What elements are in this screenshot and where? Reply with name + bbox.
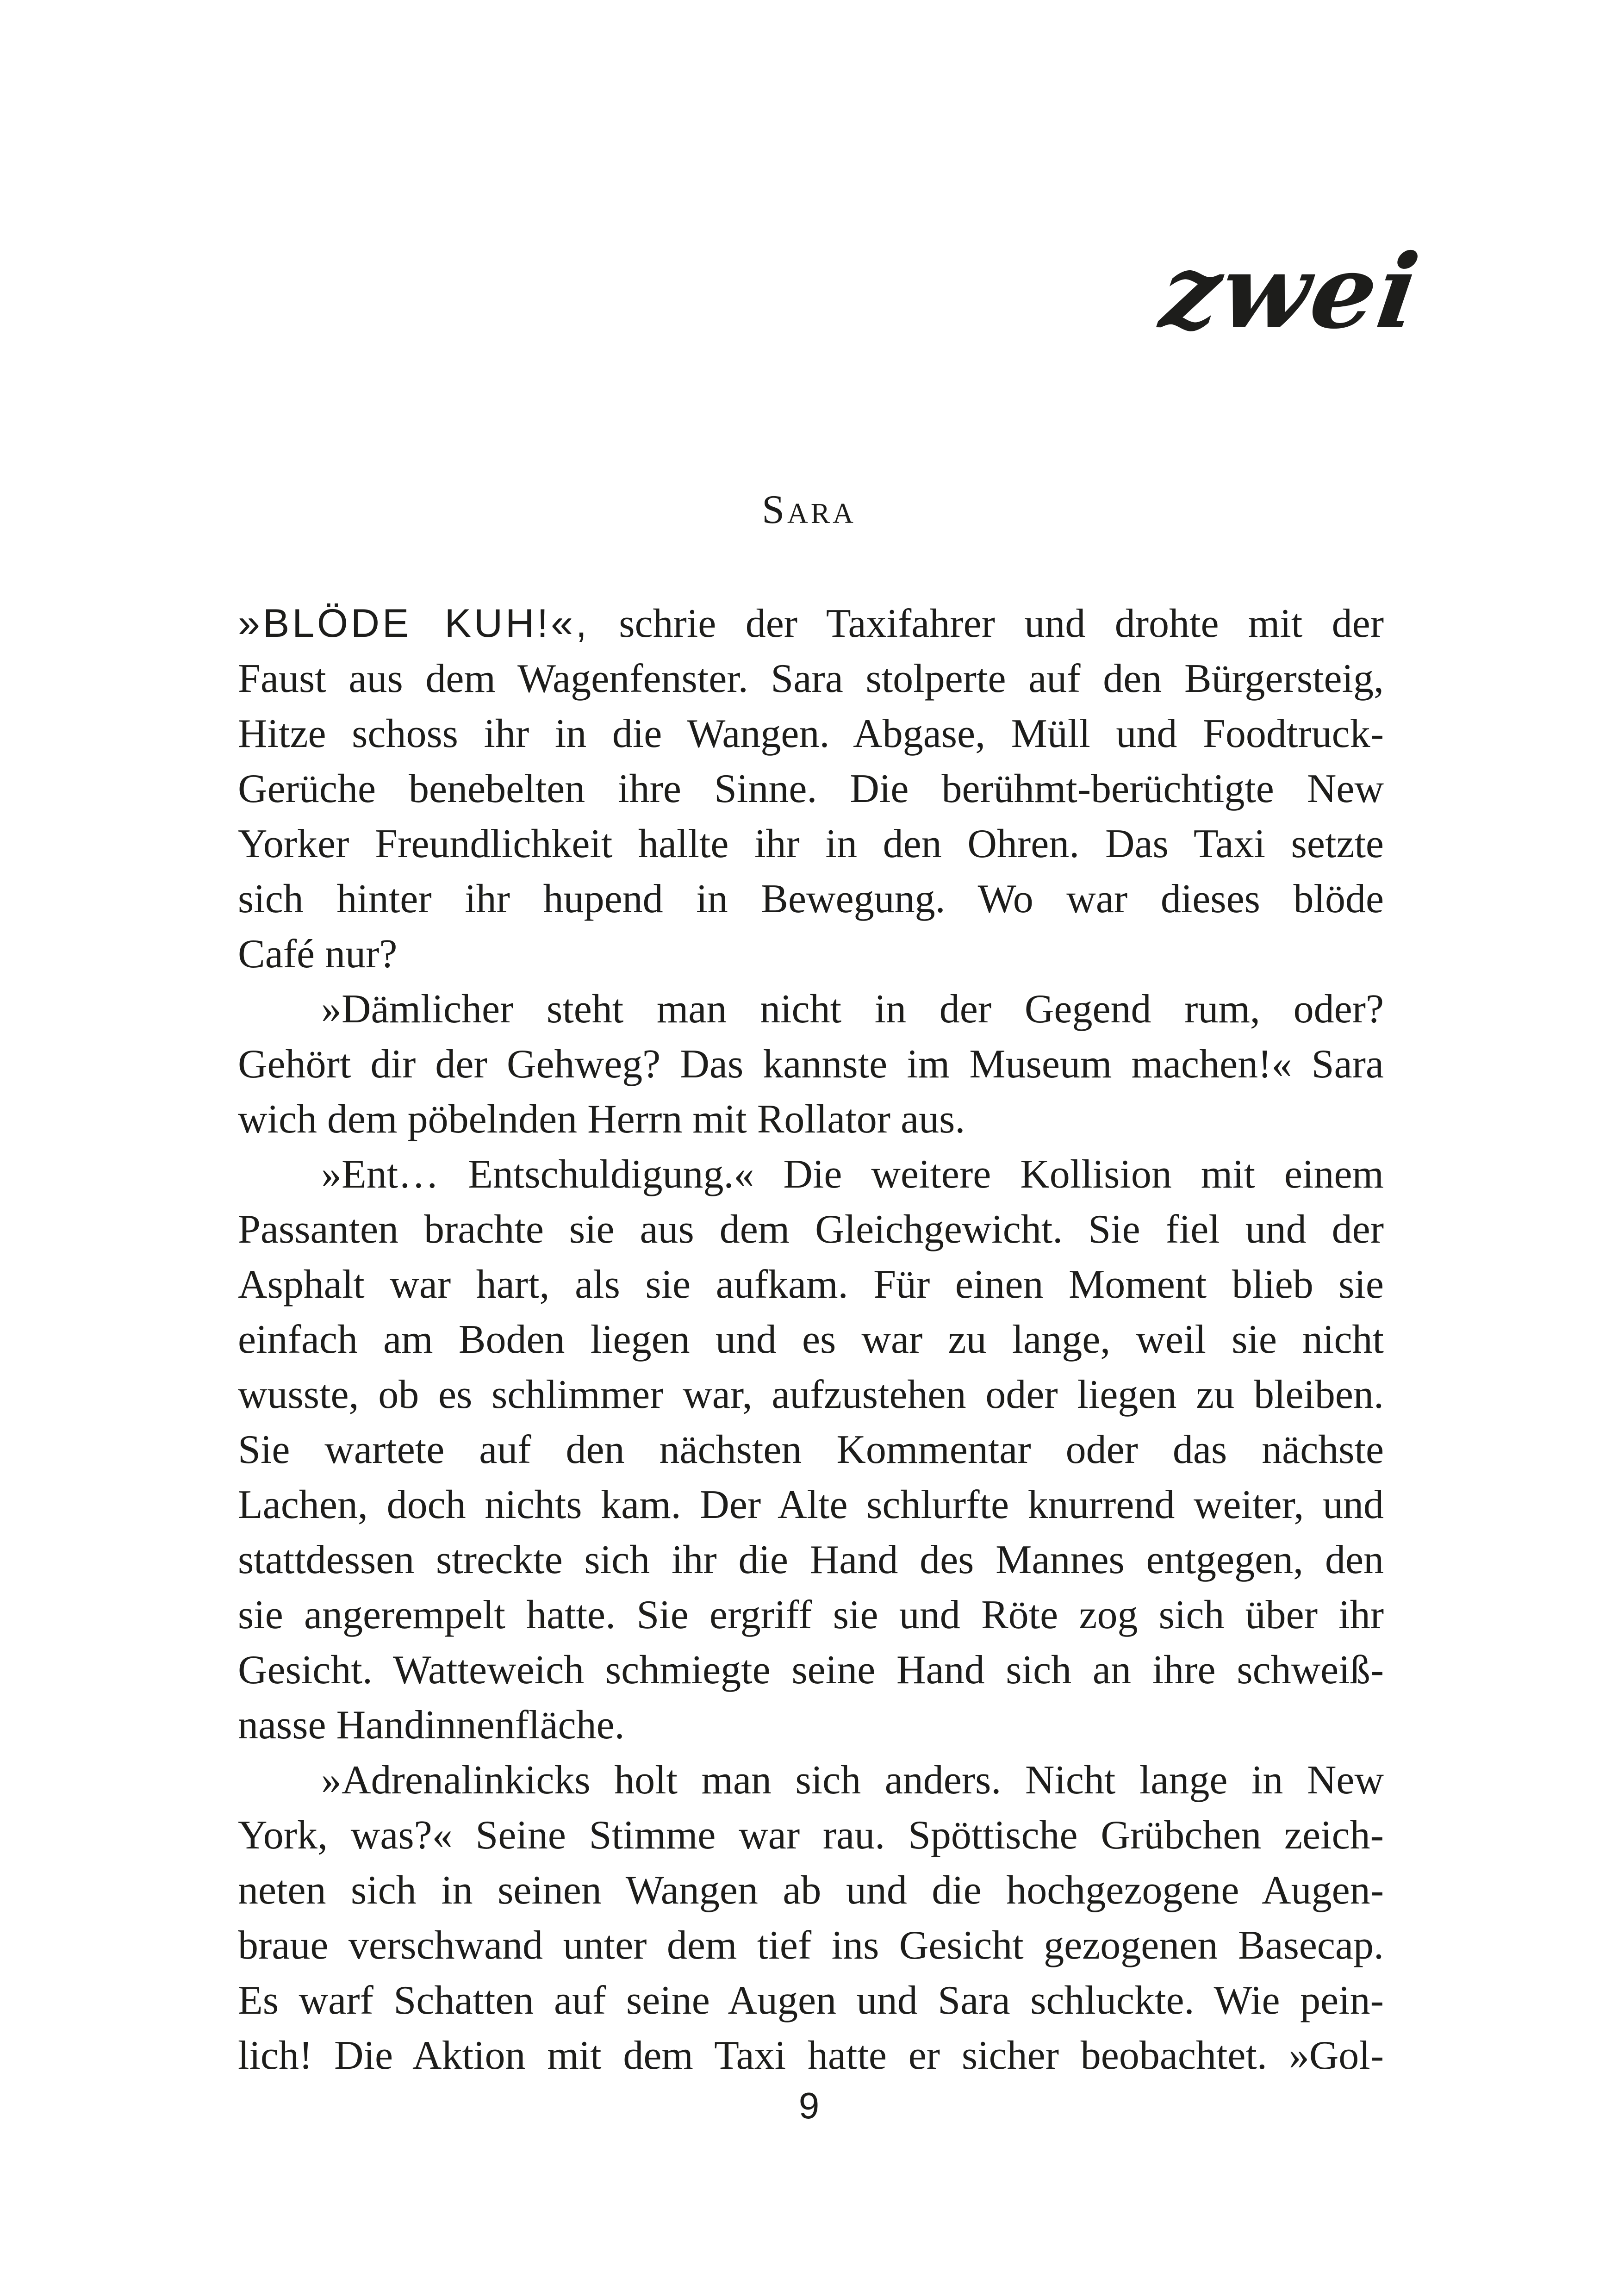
text-line: Sie wartete auf den nächsten Kommentar oder das nächste	[238, 1427, 1384, 1472]
text-line: einfach am Boden liegen und es war zu lange, weil sie nicht	[238, 1317, 1384, 1362]
text-line: Passanten brachte sie aus dem Gleichgewicht. Sie fiel und der	[238, 1207, 1384, 1252]
chapter-title: zwei	[1154, 231, 1428, 351]
text-line: Café nur?	[238, 932, 398, 977]
text-line: Asphalt war hart, als sie aufkam. Für einen Moment blieb sie	[238, 1262, 1384, 1307]
text-line: neten sich in seinen Wangen ab und die hochgezogene Augen-	[238, 1868, 1384, 1913]
text-line: Lachen, doch nichts kam. Der Alte schlurfte knurrend weiter, und	[238, 1482, 1384, 1527]
text-line: Gesicht. Watteweich schmiegte seine Hand sich an ihre schweiß-	[238, 1648, 1384, 1692]
text-line: stattdessen streckte sich ihr die Hand des Mannes entgegen, den	[238, 1537, 1384, 1582]
text-line: braue verschwand unter dem tief ins Gesicht gezogenen Basecap.	[238, 1923, 1384, 1968]
text-line: Hitze schoss ihr in die Wangen. Abgase, Müll und Foodtruck-	[238, 711, 1384, 756]
text-line-part: schrie der Taxifahrer und drohte mit der	[589, 601, 1384, 646]
text-line: Gerüche benebelten ihre Sinne. Die berühmt-berüchtigte New	[238, 766, 1384, 811]
text-line: Yorker Freundlichkeit hallte ihr in den Ohren. Das Taxi setzte	[238, 821, 1384, 866]
text-line: Es warf Schatten auf seine Augen und Sara schluckte. Wie pein-	[238, 1978, 1384, 2023]
text-line	[238, 596, 1384, 651]
text-line: Gehört dir der Gehweg? Das kannste im Museum machen!« Sara	[238, 1042, 1384, 1087]
text-line: nasse Handinnenfläche.	[238, 1703, 625, 1748]
text-line: »Dämlicher steht man nicht in der Gegend rum, oder?	[321, 987, 1384, 1032]
text-line: York, was?« Seine Stimme war rau. Spöttische Grübchen zeich-	[238, 1813, 1384, 1858]
body-text	[238, 596, 1384, 2083]
text-line: sie angerempelt hatte. Sie ergriff sie und Röte zog sich über ihr	[238, 1593, 1384, 1637]
text-line: wich dem pöbelnden Herrn mit Rollator aus.	[238, 1097, 965, 1142]
text-line: Faust aus dem Wagenfenster. Sara stolperte auf den Bürgersteig,	[238, 656, 1384, 701]
pov-heading: Sara	[762, 487, 856, 532]
text-line: »Ent… Entschuldigung.« Die weitere Kollision mit einem	[321, 1152, 1384, 1197]
lead-caps: »BLÖDE KUH!«,	[238, 601, 590, 646]
text-line: lich! Die Aktion mit dem Taxi hatte er sicher beobachtet. »Gol-	[238, 2033, 1384, 2078]
text-line: sich hinter ihr hupend in Bewegung. Wo war dieses blöde	[238, 877, 1384, 921]
text-line: »Adrenalinkicks holt man sich anders. Nicht lange in New	[321, 1758, 1384, 1803]
text-line: wusste, ob es schlimmer war, aufzustehen oder liegen zu bleiben.	[238, 1372, 1384, 1417]
page-number: 9	[798, 2085, 820, 2126]
